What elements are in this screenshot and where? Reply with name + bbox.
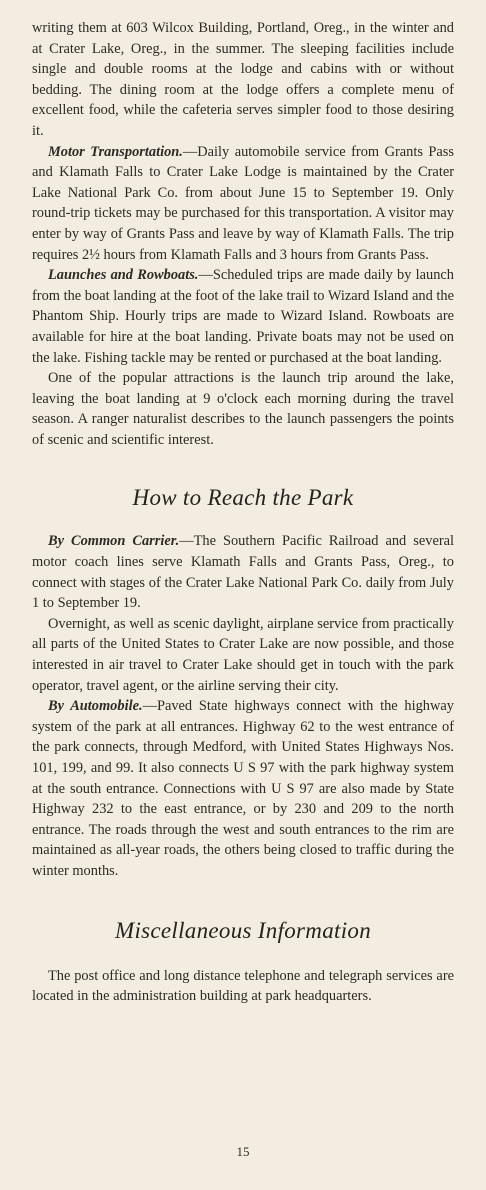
em-dash: — bbox=[182, 143, 198, 160]
post-office-paragraph: The post office and long distance telephone and telegraph services are located in the administration building at park headquarters. bbox=[32, 967, 454, 1005]
miscellaneous-heading: Miscellaneous Information bbox=[115, 917, 371, 943]
motor-transportation-lead: Motor Transportation. bbox=[48, 143, 183, 160]
launches-rowboats-paragraph bbox=[32, 265, 454, 368]
how-to-reach-heading: How to Reach the Park bbox=[132, 485, 354, 511]
airplane-service-paragraph: Overnight, as well as scenic daylight, airplane service from practically all parts of the United States to Crater Lake are now possible, and those interested in air travel to Crater Lake should get in touch with the park operator, travel agent, or the airline serving their city. bbox=[32, 615, 454, 694]
launch-trip-paragraph: One of the popular attractions is the launch trip around the lake, leaving the boat landing at 9 o'clock each morning during the travel season. A ranger naturalist describes to the launch passengers the points of scenic and scientific interest. bbox=[32, 370, 454, 448]
common-carrier-body: The Southern Pacific Railroad and several motor coach lines serve Klamath Falls and Grants Pass, Oreg., to connect with stages of the Crater Lake National Park Co. daily from July 1 to September 19. bbox=[32, 533, 455, 612]
launches-rowboats-body: Scheduled trips are made daily by launch from the boat landing at the foot of the lake trail to Wizard Island and the Phantom Ship. Hourly trips are made to Wizard Island. Rowboats are available for hire at the boat landing. Private boats may not be used on the lake. Fishing tackle may be rented or purchased at the boat landing. bbox=[32, 267, 455, 366]
automobile-paragraph bbox=[32, 696, 454, 881]
automobile-body: Paved State highways connect with the highway system of the park at all entrances. Highway 62 to the west entrance of the park connects, through Medford, with United States Highways Nos. 101, 199, and 99. It also connects U S 97 with the park highway system at the south entrance. Connections with U S 97 are also made by State Highway 232 to the east entrance, or by 230 and 209 to the north entrance. The roads through the west and south entrances to the rim are maintained as all-year roads, the others being closed to traffic during the winter months. bbox=[32, 698, 454, 879]
page-number: 15 bbox=[236, 1144, 250, 1159]
automobile-lead: By Automobile. bbox=[48, 698, 143, 715]
launches-rowboats-lead: Launches and Rowboats. bbox=[48, 267, 199, 284]
motor-transportation-body: Daily automobile service from Grants Pass and Klamath Falls to Crater Lake Lodge is maintained by the Crater Lake National Park Co. from about June 15 to September 19. Only round-trip tickets may be purchased for this transportation. A visitor may enter by way of Grants Pass and leave by way of Klamath Falls. The trip requires 2½ hours from Klamath Falls and 3 hours from Grants Pass. bbox=[32, 143, 454, 263]
motor-transportation-paragraph bbox=[32, 142, 454, 266]
em-dash: — bbox=[142, 698, 157, 715]
em-dash: — bbox=[198, 267, 213, 284]
lodging-continuation-paragraph: writing them at 603 Wilcox Building, Portland, Oreg., in the winter and at Crater Lake, Oreg., in the summer. The sleeping facilities include single and double rooms at the lodge and cabins with or without bedding. The dining room at the lodge offers a complete menu of excellent food, while the cafeteria serves simpler food to those desiring it. bbox=[32, 20, 454, 139]
common-carrier-lead: By Common Carrier. bbox=[48, 533, 180, 550]
em-dash: — bbox=[179, 533, 194, 550]
common-carrier-paragraph bbox=[32, 531, 454, 613]
